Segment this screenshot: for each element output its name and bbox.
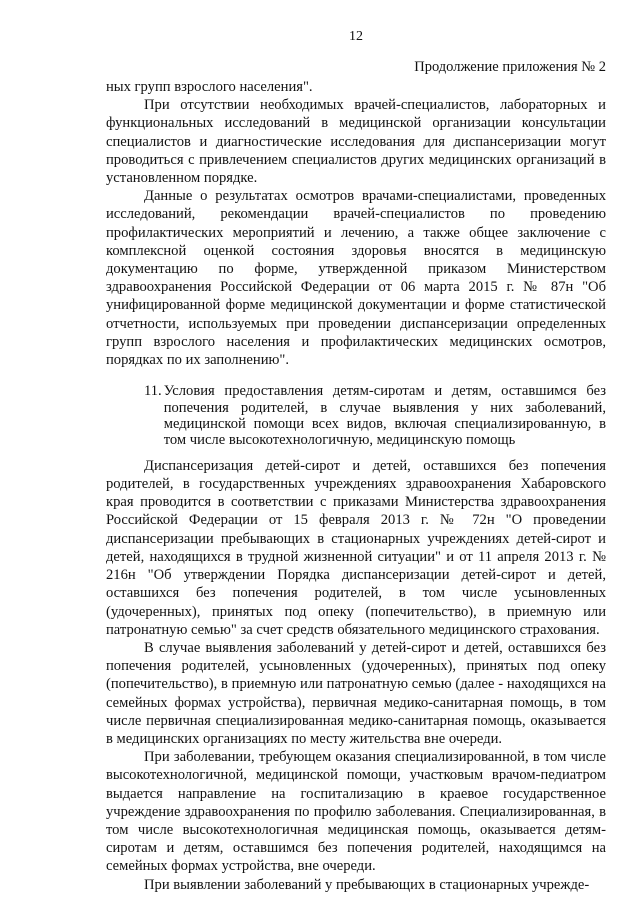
paragraph-specialized-care: При заболевании, требующем оказания специализированной, в том числе высокотехнологичной, медицинской помощи, участковым врачом-педиатром выдается направление на госпитализацию в краевое государственное учреждение здравоохранения по профилю заболевания. Специализированная, в том числе высокотехнологичная медицинская помощь, оказывается детям-сиротам и детям, оставшимся без попечения родителей, находящимся на семейных формах устройства, вне очереди. — [106, 749, 606, 875]
document-page — [106, 28, 606, 894]
paragraph-inpatient-detection: При выявлении заболеваний у пребывающих в стационарных учрежде- — [144, 876, 590, 893]
paragraph-examination-results: Данные о результатах осмотров врачами-специалистами, проведенных исследований, рекомендации врачей-специалистов по проведению профилактических мероприятий и лечению, а также общее заключение с комплексной оценкой состояния здоровья вносятся в медицинскую документацию по форме, утвержденной приказом Министерством здравоохранения Российской Федерации от 06 марта 2015 г. № 87н "Об унифицированной форме медицинской документации и форме статистической отчетности, используемых при проведении диспансеризации определенных групп взрослого населения и профилактических медицинских осмотров, порядках по их заполнению". — [106, 188, 606, 369]
section-number: 11. — [144, 383, 162, 400]
section-title: Условия предоставления детям-сиротам и детям, оставшимся без попечения родителей, в случае выявления у них заболеваний, медицинской помощи всех видов, включая специализированную, в том числе высокотехнологичную, медицинскую помощь — [163, 383, 606, 449]
paragraph-orphan-dispensary: Диспансеризация детей-сирот и детей, оставшихся без попечения родителей, в государственных учреждениях здравоохранения Хабаровского края проводится в соответствии с приказами Министерства здравоохранения Российской Федерации от 15 февраля 2013 г. № 72н "О проведении диспансеризации пребывающих в стационарных учреждениях детей-сирот и детей, находящихся в трудной жизненной ситуации" и от 11 апреля 2013 г. № 216н "Об утверждении Порядка диспансеризации детей-сирот и детей, оставшихся без попечения родителей, в том числе усыновленных (удочеренных), принятых под опеку (попечительство), в приемную или патронатную семью" за счет средств обязательного медицинского страхования. — [106, 457, 606, 638]
page-number: 12 — [349, 29, 363, 44]
section-heading — [106, 383, 606, 449]
paragraph-disease-detection: В случае выявления заболеваний у детей-сирот и детей, оставшихся без попечения родителей, усыновленных (удочеренных), принятых под опеку (попечительство), в приемную или патронатную семью (далее - находящихся на семейных формах устройства), первичная медико-санитарная помощь, в том числе первичная специализированная медико-санитарная помощь, оказывается в медицинских организациях по месту жительства вне очереди. — [106, 639, 606, 747]
running-header: Продолжение приложения № 2 — [414, 59, 606, 75]
paragraph-specialists-absence: При отсутствии необходимых врачей-специалистов, лабораторных и функциональных исследований в медицинской организации консультации специалистов и диагностические исследования для диспансеризации могут проводиться с привлечением специалистов других медицинских организаций в установленном порядке. — [106, 97, 606, 187]
paragraph-continuation: ных групп взрослого населения". — [106, 79, 313, 95]
